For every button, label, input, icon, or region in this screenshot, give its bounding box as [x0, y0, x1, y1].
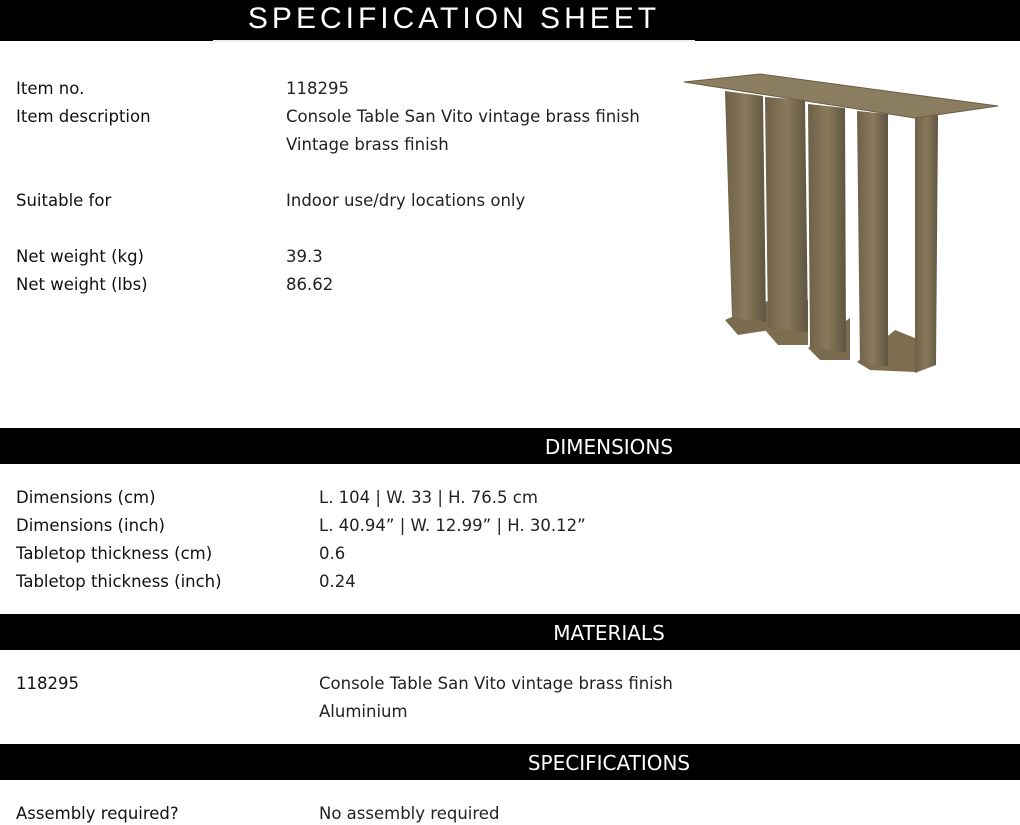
value-item-no: 118295	[286, 79, 349, 98]
label-tabletop-thickness-inch: Tabletop thickness (inch)	[16, 572, 222, 591]
value-net-weight-kg: 39.3	[286, 247, 323, 266]
value-dimensions-cm: L. 104 | W. 33 | H. 76.5 cm	[319, 488, 538, 507]
label-net-weight-kg: Net weight (kg)	[16, 247, 144, 266]
label-suitable-for: Suitable for	[16, 191, 112, 210]
section-heading-materials: MATERIALS	[553, 621, 665, 645]
value-net-weight-lbs: 86.62	[286, 275, 334, 294]
section-heading-dimensions: DIMENSIONS	[544, 435, 674, 459]
value-item-description: Console Table San Vito vintage brass finish	[286, 107, 640, 126]
label-item-description: Item description	[16, 107, 151, 126]
value-dimensions-inch: L. 40.94” | W. 12.99” | H. 30.12”	[319, 516, 586, 535]
label-material-item: 118295	[16, 674, 79, 693]
value-assembly-required: No assembly required	[319, 804, 500, 823]
value-suitable-for: Indoor use/dry locations only	[286, 191, 526, 210]
label-tabletop-thickness-cm: Tabletop thickness (cm)	[16, 544, 213, 563]
page-title: SPECIFICATION SHEET	[247, 2, 661, 35]
value-item-finish: Vintage brass finish	[286, 135, 449, 154]
header-underline	[213, 40, 695, 42]
label-dimensions-cm: Dimensions (cm)	[16, 488, 156, 507]
product-image-console-table	[680, 60, 1020, 380]
section-bar-dimensions	[0, 428, 1020, 464]
label-net-weight-lbs: Net weight (lbs)	[16, 275, 148, 294]
section-bar-specifications	[0, 744, 1020, 780]
value-material: Aluminium	[319, 702, 408, 721]
value-tabletop-thickness-cm: 0.6	[319, 544, 346, 563]
value-tabletop-thickness-inch: 0.24	[319, 572, 356, 591]
section-heading-specifications: SPECIFICATIONS	[527, 751, 691, 775]
value-material-description: Console Table San Vito vintage brass finish	[319, 674, 673, 693]
section-bar-materials	[0, 614, 1020, 650]
label-item-no: Item no.	[16, 79, 85, 98]
label-assembly-required: Assembly required?	[16, 804, 179, 823]
label-dimensions-inch: Dimensions (inch)	[16, 516, 165, 535]
